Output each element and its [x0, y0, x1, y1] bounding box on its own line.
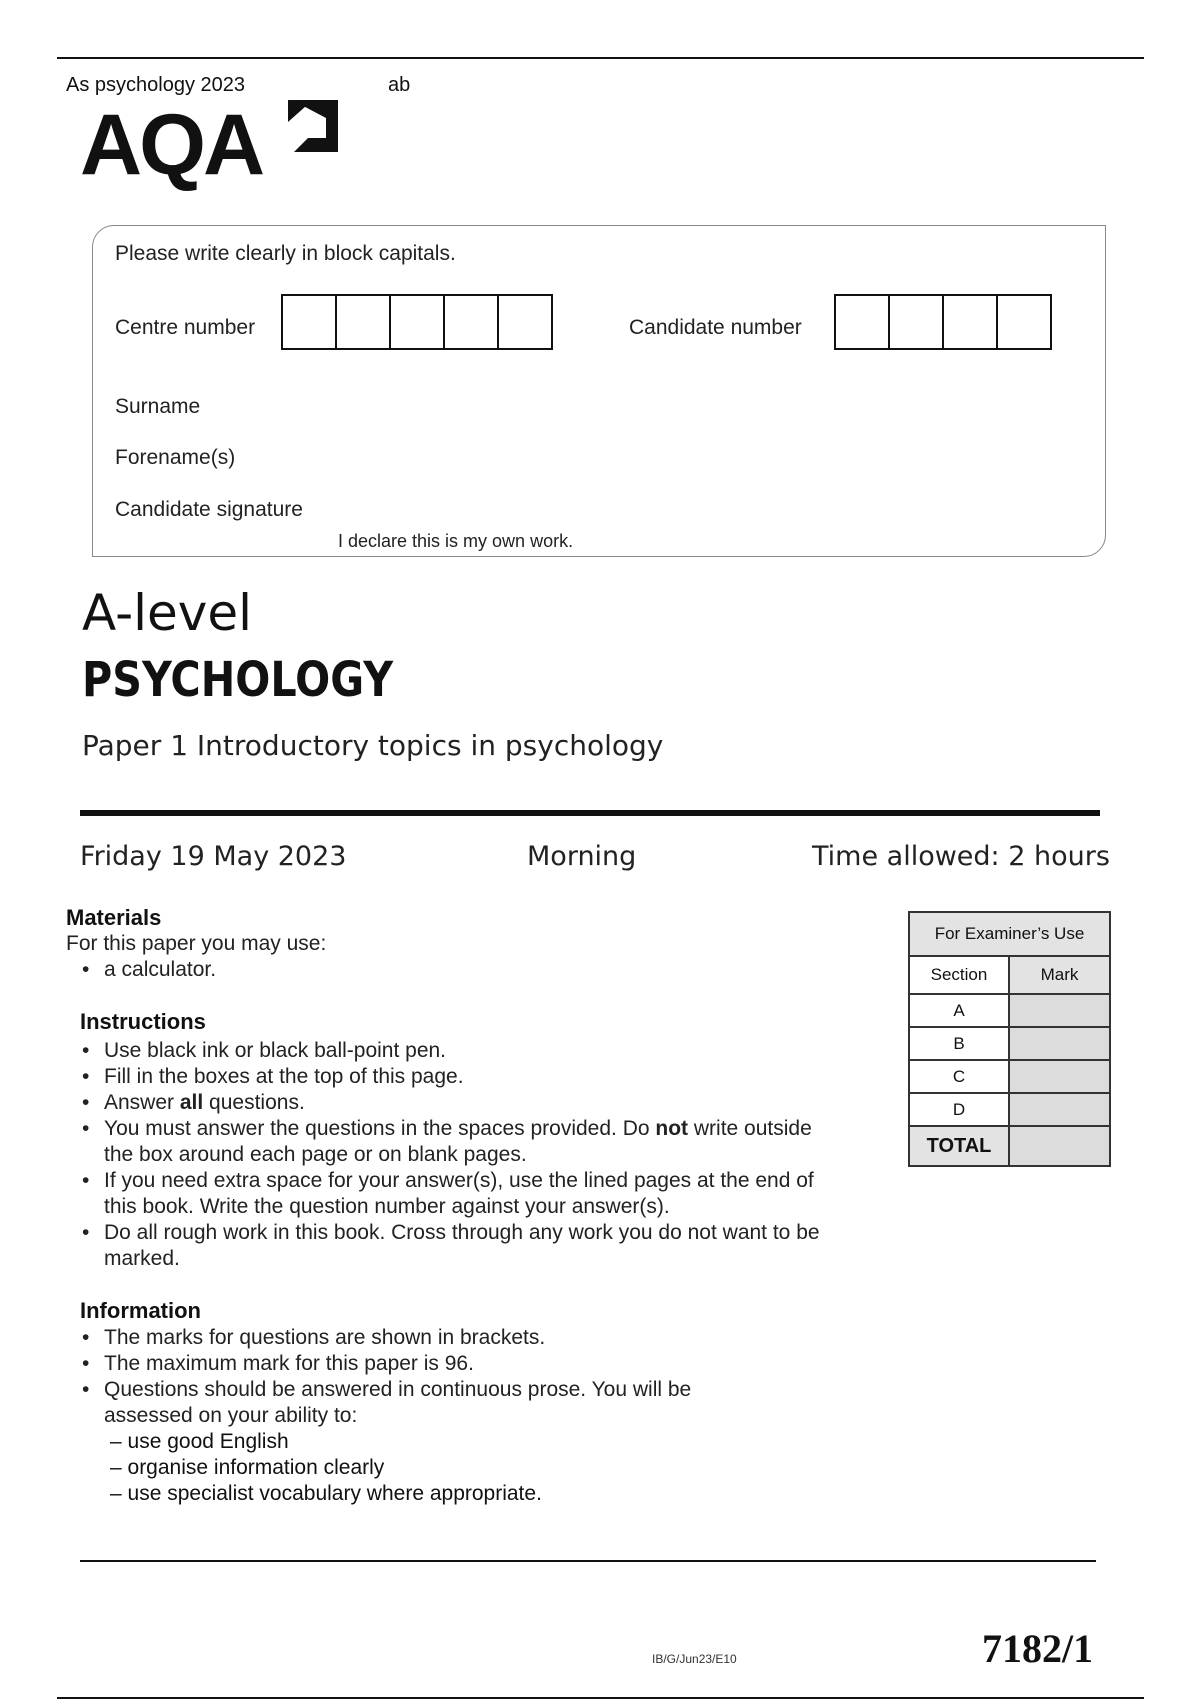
- candidate-number-boxes[interactable]: [834, 294, 1052, 350]
- list-item: • Do all rough work in this book. Cross through any work you do not want to be marked.: [80, 1220, 820, 1272]
- list-item: • If you need extra space for your answer(s), use the lined pages at the end of this book. Write the question number against your answer(s).: [80, 1168, 820, 1220]
- examiner-use-table: [908, 911, 1111, 1167]
- list-item: • The marks for questions are shown in brackets.: [80, 1325, 760, 1351]
- document-reference: IB/G/Jun23/E10: [652, 1652, 737, 1666]
- candidate-digit-box[interactable]: [834, 294, 890, 350]
- instructions-list: [80, 1038, 820, 1272]
- forename-label: Forename(s): [115, 446, 236, 469]
- block-capitals-instruction: Please write clearly in block capitals.: [115, 242, 456, 265]
- centre-number-boxes[interactable]: [281, 294, 553, 350]
- list-item: • Fill in the boxes at the top of this page.: [80, 1064, 820, 1090]
- paper-code: 7182/1: [982, 1626, 1094, 1671]
- centre-digit-box[interactable]: [443, 294, 499, 350]
- list-item: • The maximum mark for this paper is 96.: [80, 1351, 760, 1377]
- subject-title: PSYCHOLOGY: [82, 652, 394, 708]
- logo-mark-icon: [284, 96, 342, 156]
- top-rule: [57, 57, 1144, 59]
- section-label: A: [909, 994, 1009, 1027]
- candidate-digit-box[interactable]: [996, 294, 1052, 350]
- exam-session: Morning: [527, 841, 637, 872]
- total-mark-cell: [1009, 1126, 1110, 1166]
- aqa-logo: [80, 94, 350, 194]
- candidate-details-box: [92, 225, 1106, 557]
- list-item: – organise information clearly: [110, 1456, 385, 1479]
- declaration-text: I declare this is my own work.: [338, 531, 574, 551]
- centre-digit-box[interactable]: [497, 294, 553, 350]
- mark-cell: [1009, 1060, 1110, 1093]
- exam-date: Friday 19 May 2023: [80, 841, 347, 872]
- paper-title: Paper 1 Introductory topics in psychology: [82, 729, 664, 762]
- signature-label: Candidate signature: [115, 498, 303, 521]
- header-note: As psychology 2023: [66, 74, 246, 96]
- mark-cell: [1009, 1027, 1110, 1060]
- logo-text: AQA: [80, 97, 263, 193]
- list-item: • Answer all questions.: [80, 1090, 820, 1116]
- mark-cell: [1009, 994, 1110, 1027]
- title-rule: [80, 810, 1100, 816]
- bottom-rule: [57, 1697, 1144, 1699]
- time-allowed: Time allowed: 2 hours: [812, 841, 1110, 872]
- section-column-header: Section: [909, 956, 1009, 994]
- ability-list: [104, 1429, 724, 1507]
- list-item: • a calculator.: [80, 957, 780, 983]
- footer-rule: [80, 1560, 1096, 1562]
- list-item: – use specialist vocabulary where appropriate.: [110, 1482, 542, 1505]
- candidate-digit-box[interactable]: [942, 294, 998, 350]
- centre-number-label: Centre number: [115, 316, 256, 339]
- qualification-level: A-level: [82, 584, 253, 642]
- list-item: • Use black ink or black ball-point pen.: [80, 1038, 820, 1064]
- candidate-digit-box[interactable]: [888, 294, 944, 350]
- section-label: D: [909, 1093, 1009, 1126]
- section-label: C: [909, 1060, 1009, 1093]
- list-item: – use good English: [110, 1430, 289, 1453]
- materials-heading: Materials: [66, 905, 162, 930]
- centre-digit-box[interactable]: [389, 294, 445, 350]
- materials-intro: For this paper you may use:: [66, 932, 327, 955]
- centre-digit-box[interactable]: [281, 294, 337, 350]
- header-note-2: ab: [388, 74, 411, 96]
- total-label: TOTAL: [909, 1126, 1009, 1166]
- candidate-number-label: Candidate number: [629, 316, 802, 339]
- mark-column-header: Mark: [1009, 956, 1110, 994]
- examiner-table-title: For Examiner’s Use: [909, 912, 1110, 956]
- surname-label: Surname: [115, 395, 201, 418]
- instructions-heading: Instructions: [80, 1009, 206, 1034]
- list-item: • Questions should be answered in continuous prose. You will be assessed on your ability to:: [80, 1377, 760, 1429]
- information-heading: Information: [80, 1298, 201, 1323]
- centre-digit-box[interactable]: [335, 294, 391, 350]
- mark-cell: [1009, 1093, 1110, 1126]
- section-label: B: [909, 1027, 1009, 1060]
- materials-list: [80, 957, 780, 983]
- information-list: [80, 1325, 760, 1429]
- list-item: • You must answer the questions in the spaces provided. Do not write outside the box around each page or on blank pages.: [80, 1116, 820, 1168]
